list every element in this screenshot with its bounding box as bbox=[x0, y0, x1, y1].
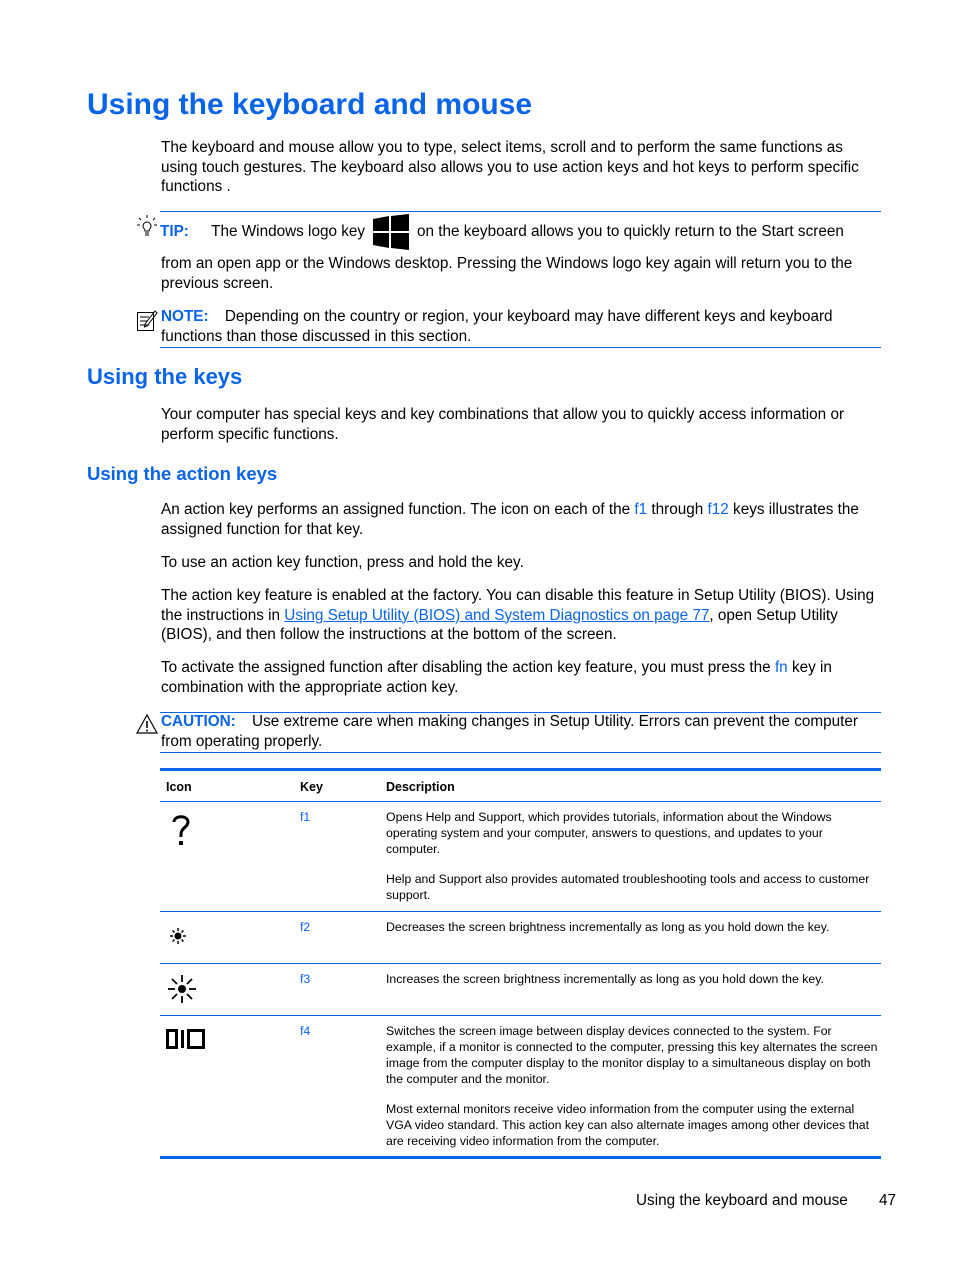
description-text: Decreases the screen brightness incrementally as long as you hold down the key. bbox=[386, 920, 830, 934]
note-icon bbox=[136, 308, 158, 337]
text: keys illustrates the assigned function for that key. bbox=[161, 501, 859, 538]
note-label: NOTE: bbox=[161, 308, 209, 325]
note-paragraph bbox=[161, 307, 881, 346]
table-row bbox=[160, 964, 881, 1016]
key-cell: f2 bbox=[300, 920, 311, 934]
brightness-up-icon bbox=[166, 973, 198, 1009]
text: An action key performs an assigned function. The icon on each of the bbox=[161, 501, 635, 518]
tip-line bbox=[160, 222, 365, 242]
tip-label: TIP: bbox=[160, 223, 189, 240]
question-mark-icon bbox=[166, 812, 196, 852]
tip-continuation: from an open app or the Windows desktop. Pressing the Windows logo key again will return you to the previous screen. bbox=[161, 255, 853, 292]
action-paragraph-2: To use an action key function, press and hold the key. bbox=[161, 554, 524, 571]
footer-section-title: Using the keyboard and mouse bbox=[636, 1192, 848, 1209]
text: key in combination with the appropriate action key. bbox=[161, 659, 832, 696]
warning-triangle-icon bbox=[136, 713, 158, 740]
key-cell: f4 bbox=[300, 1024, 311, 1038]
action-paragraph-1 bbox=[161, 500, 881, 539]
caution-bottom-rule bbox=[160, 752, 881, 753]
description-cell bbox=[386, 919, 878, 949]
key-fn: fn bbox=[774, 659, 788, 676]
intro-paragraph: The keyboard and mouse allow you to type, select items, scroll and to perform the same functions as using touch gestures. The keyboard also allows you to use action keys and hot keys to perform specific functions . bbox=[161, 139, 859, 196]
page-title: Using the keyboard and mouse bbox=[87, 88, 533, 121]
description-text: Help and Support also provides automated troubleshooting tools and access to customer support. bbox=[386, 872, 870, 902]
text: through bbox=[647, 501, 708, 518]
tip-top-rule bbox=[160, 211, 881, 212]
keys-paragraph: Your computer has special keys and key combinations that allow you to quickly access information or perform specific functions. bbox=[161, 406, 845, 443]
description-text: Most external monitors receive video information from the computer using the external VGA video standard. This action key can also alternate images among other devices that are receiving video information from the computer. bbox=[386, 1102, 870, 1148]
description-cell bbox=[386, 1023, 878, 1163]
table-row bbox=[160, 912, 881, 964]
table-header-row bbox=[160, 771, 881, 802]
caution-paragraph bbox=[161, 712, 881, 751]
page-number: 47 bbox=[879, 1192, 897, 1209]
description-text: Increases the screen brightness incrementally as long as you hold down the key. bbox=[386, 972, 824, 986]
text: The action key feature is enabled at the factory. You can disable this feature in Setup Utility (BIOS). Using the instructions in bbox=[161, 587, 875, 624]
action-paragraph-4 bbox=[161, 658, 881, 697]
key-f1: f1 bbox=[634, 501, 648, 518]
key-cell: f1 bbox=[300, 810, 311, 824]
key-f12: f12 bbox=[707, 501, 729, 518]
description-cell bbox=[386, 809, 878, 917]
tip-text-before: The Windows logo key bbox=[211, 223, 366, 240]
caution-text: Use extreme care when making changes in Setup Utility. Errors can prevent the computer from operating properly. bbox=[161, 713, 858, 750]
action-keys-table bbox=[160, 768, 881, 1159]
table-row bbox=[160, 1016, 881, 1157]
switch-display-icon bbox=[166, 1028, 206, 1054]
action-paragraph-3 bbox=[161, 586, 881, 645]
windows-logo-key-icon bbox=[372, 214, 410, 255]
description-text: Opens Help and Support, which provides tutorials, information about the Windows operating system and your computer, answers to questions, and updates to your computer. bbox=[386, 810, 832, 856]
column-header-description: Description bbox=[386, 780, 455, 794]
section-heading-action-keys: Using the action keys bbox=[87, 463, 278, 484]
column-header-key: Key bbox=[300, 780, 323, 794]
setup-utility-link[interactable]: Using Setup Utility (BIOS) and System Diagnostics on page 77 bbox=[284, 606, 710, 624]
description-cell bbox=[386, 971, 878, 1001]
text: To activate the assigned function after disabling the action key feature, you must press the bbox=[161, 659, 775, 676]
lightbulb-icon bbox=[136, 214, 158, 243]
brightness-down-icon bbox=[166, 924, 190, 952]
key-cell: f3 bbox=[300, 972, 311, 986]
section-heading-keys: Using the keys bbox=[87, 364, 243, 389]
note-bottom-rule bbox=[160, 347, 881, 348]
caution-label: CAUTION: bbox=[161, 713, 236, 730]
text: , open Setup Utility (BIOS), and then follow the instructions at the bottom of the screen. bbox=[161, 606, 838, 644]
table-row bbox=[160, 802, 881, 912]
note-text: Depending on the country or region, your keyboard may have different keys and keyboard functions than those discussed in this section. bbox=[161, 308, 833, 345]
description-text: Switches the screen image between display devices connected to the system. For example, if a monitor is connected to the computer, pressing this key alternates the screen image from the computer display to the monitor display to a simultaneous display on both the computer and the monitor. bbox=[386, 1024, 878, 1086]
column-header-icon: Icon bbox=[166, 780, 192, 794]
tip-text-after: on the keyboard allows you to quickly return to the Start screen bbox=[417, 223, 844, 240]
